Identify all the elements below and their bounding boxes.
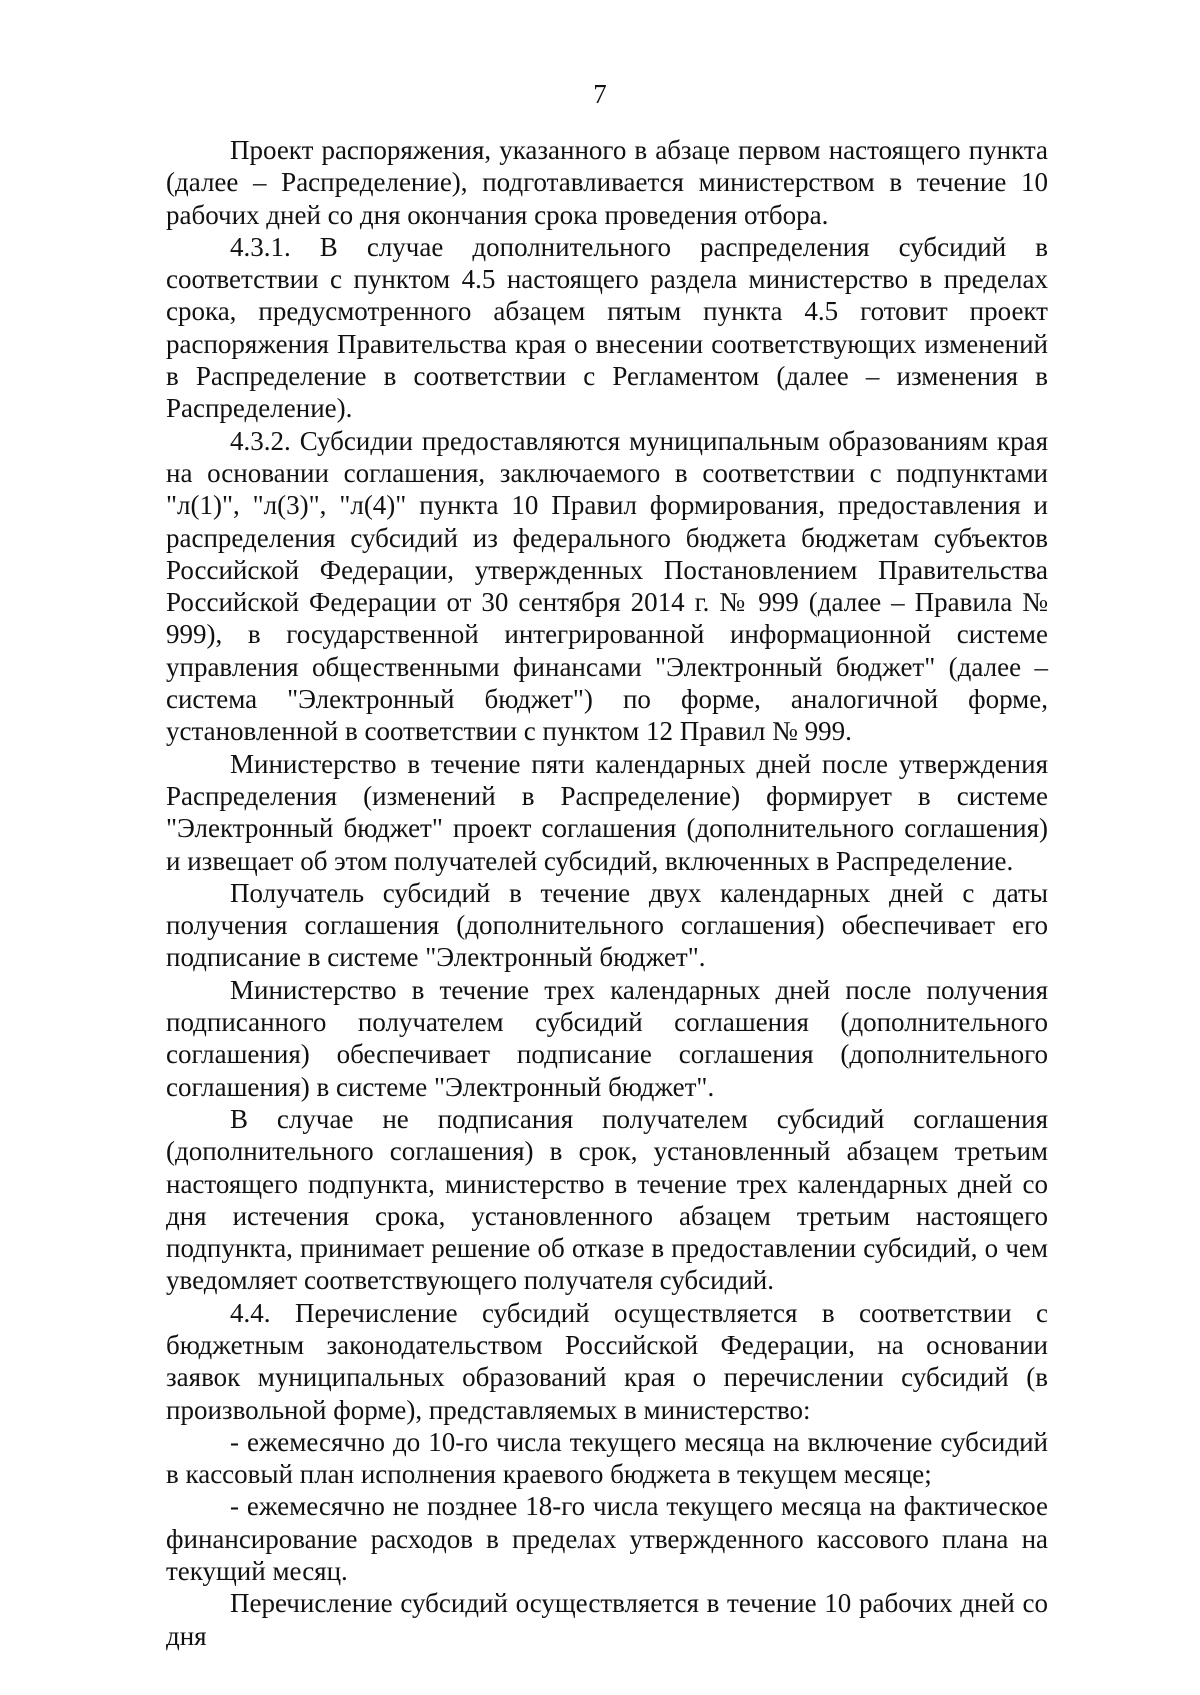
paragraph-9: - ежемесячно до 10-го числа текущего месяца на включение субсидий в кассовый план исполнения краевого бюджета в текущем месяце; [166, 1426, 1048, 1490]
paragraph-6: Министерство в течение трех календарных дней после получения подписанного получателем субсидий соглашения (дополнительного соглашения) обеспечивает подписание соглашения (дополнительного соглашения) в системе "Электронный бюджет". [166, 974, 1048, 1102]
paragraph-3: 4.3.2. Субсидии предоставляются муниципальным образованиям края на основании соглашения, заключаемого в соответствии с подпунктами "л(1)", "л(3)", "л(4)" пункта 10 Правил формирования, предоставления и распределения субсидий из федерального бюджета бюджетам субъектов Российской Федерации, утвержденных Постановлением Правительства Российской Федерации от 30 сентября 2014 г. № 999 (далее – Правила № 999), в государственной интегрированной информационной системе управления общественными финансами "Электронный бюджет" (далее – система "Электронный бюджет") по форме, аналогичной форме, установленной в соответствии с пунктом 12 Правил № 999. [166, 425, 1048, 747]
paragraph-7: В случае не подписания получателем субсидий соглашения (дополнительного соглашения) в срок, установленный абзацем третьим настоящего подпункта, министерство в течение трех календарных дней со дня истечения срока, установленного абзацем третьим настоящего подпункта, принимает решение об отказе в предоставлении субсидий, о чем уведомляет соответствующего получателя субсидий. [166, 1103, 1048, 1296]
paragraph-2: 4.3.1. В случае дополнительного распределения субсидий в соответствии с пунктом 4.5 настоящего раздела министерство в пределах срока, предусмотренного абзацем пятым пункта 4.5 готовит проект распоряжения Правительства края о внесении соответствующих изменений в Распределение в соответствии с Регламентом (далее – изменения в Распределение). [166, 231, 1048, 424]
page-number: 7 [593, 79, 607, 109]
paragraph-1: Проект распоряжения, указанного в абзаце первом настоящего пункта (далее – Распределение), подготавливается министерством в течение 10 рабочих дней со дня окончания срока проведения отбора. [166, 135, 1048, 230]
paragraph-11: Перечисление субсидий осуществляется в течение 10 рабочих дней со дня [166, 1588, 1048, 1651]
paragraph-4: Министерство в течение пяти календарных дней после утверждения Распределения (изменений в Распределение) формирует в системе "Электронный бюджет" проект соглашения (дополнительного соглашения) и извещает об этом получателей субсидий, включенных в Распределение. [166, 748, 1048, 876]
paragraph-10: - ежемесячно не позднее 18-го числа текущего месяца на фактическое финансирование расходов в пределах утвержденного кассового плана на текущий месяц. [166, 1491, 1048, 1587]
document-body [166, 134, 1048, 1652]
paragraph-5: Получатель субсидий в течение двух календарных дней с даты получения соглашения (дополнительного соглашения) обеспечивает его подписание в системе "Электронный бюджет". [166, 877, 1048, 973]
paragraph-8: 4.4. Перечисление субсидий осуществляется в соответствии с бюджетным законодательством Российской Федерации, на основании заявок муниципальных образований края о перечислении субсидий (в произвольной форме), представляемых в министерство: [166, 1297, 1048, 1425]
